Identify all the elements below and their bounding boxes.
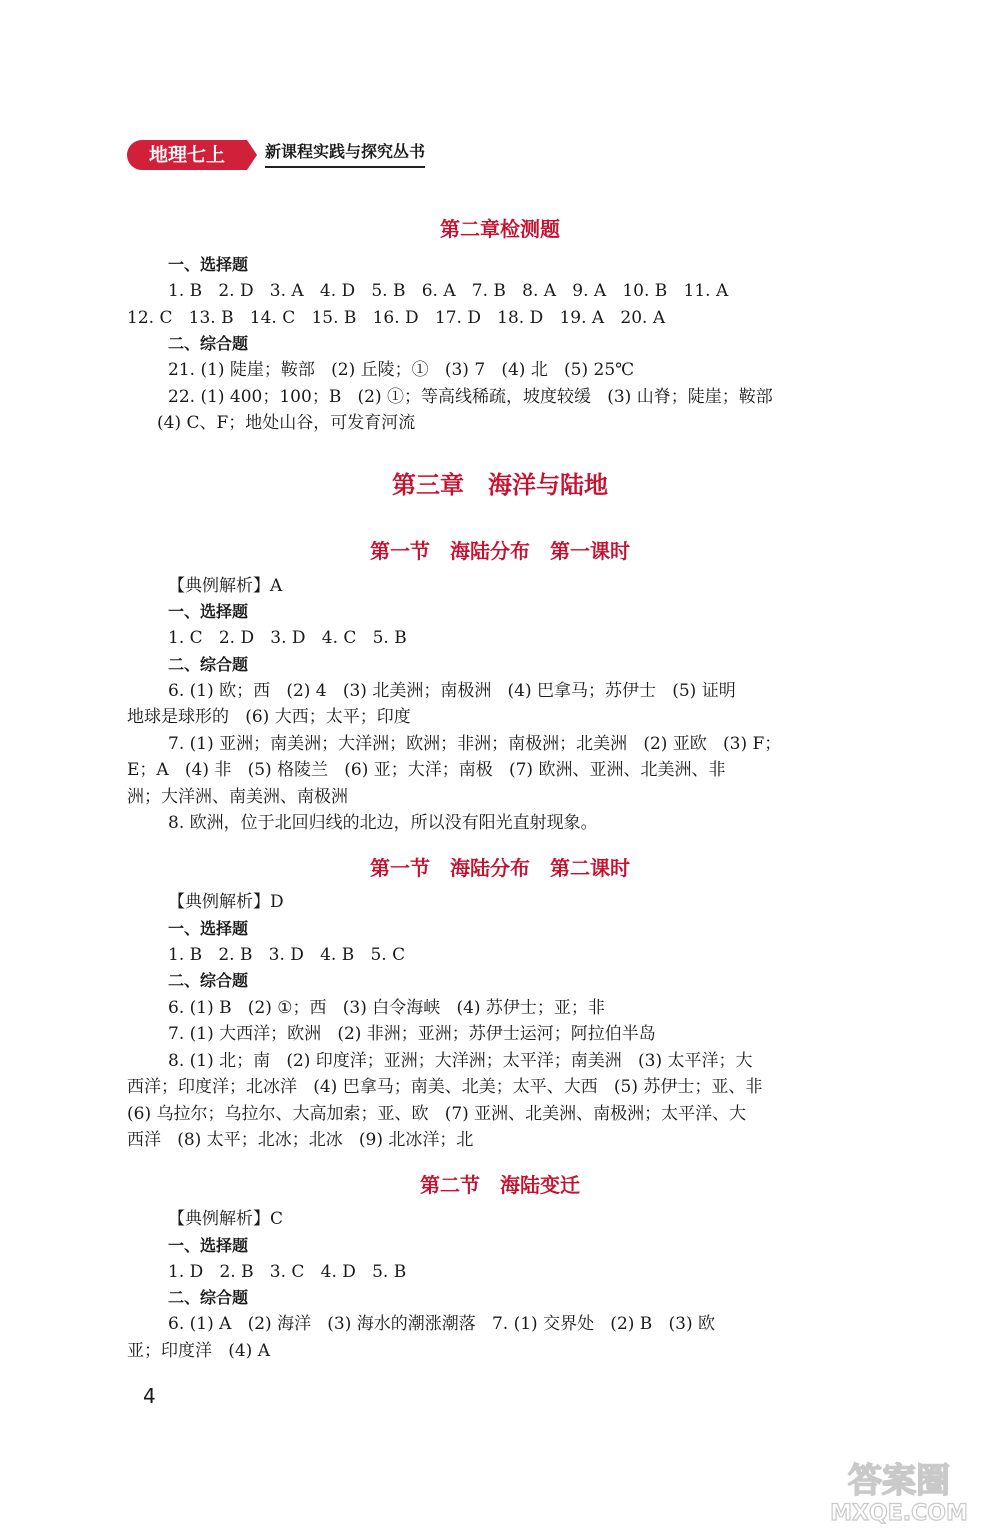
answer-line: 地球是球形的 (6) 大西；太平；印度 xyxy=(127,707,411,727)
heading-comprehensive: 二、综合题 xyxy=(168,1288,249,1307)
example-answer: 【典例解析】C xyxy=(168,1209,284,1229)
section-title-lesson1: 第一节 海陆分布 第一课时 xyxy=(370,539,630,563)
answer-line: 21. (1) 陡崖；鞍部 (2) 丘陵；① (3) 7 (4) 北 (5) 25℃ xyxy=(168,360,635,380)
answer-line: 6. (1) 欧；西 (2) 4 (3) 北美洲；南极洲 (4) 巴拿马；苏伊士 (5) 证明 xyxy=(168,681,736,701)
heading-choice: 一、选择题 xyxy=(168,255,249,274)
answer-line: (4) C、F；地处山谷，可发育河流 xyxy=(157,413,416,433)
answer-line: 1. D 2. B 3. C 4. D 5. B xyxy=(168,1262,407,1282)
heading-comprehensive: 二、综合题 xyxy=(168,655,249,674)
answer-line: 亚；印度洋 (4) A xyxy=(127,1341,270,1361)
section-title-lesson2: 第一节 海陆分布 第二课时 xyxy=(370,856,630,880)
answer-line: 西洋；印度洋；北冰洋 (4) 巴拿马；南美、北美；太平、大西 (5) 苏伊士；亚、非 xyxy=(127,1077,763,1097)
heading-choice: 一、选择题 xyxy=(168,602,249,621)
heading-comprehensive: 二、综合题 xyxy=(168,971,249,990)
answer-line: 8. (1) 北；南 (2) 印度洋；亚洲；大洋洲；太平洋；南美洲 (3) 太平洋；大 xyxy=(168,1051,753,1071)
heading-comprehensive: 二、综合题 xyxy=(168,334,249,353)
section-title-chapter2-test: 第二章检测题 xyxy=(440,217,560,241)
answer-line: 6. (1) B (2) ①；西 (3) 白令海峡 (4) 苏伊士；亚；非 xyxy=(168,998,605,1018)
example-answer: 【典例解析】D xyxy=(168,892,284,912)
answer-line: 22. (1) 400；100；B (2) ①；等高线稀疏，坡度较缓 (3) 山脊；陡崖；鞍部 xyxy=(168,387,773,407)
heading-choice: 一、选择题 xyxy=(168,919,249,938)
answer-line: 1. C 2. D 3. D 4. C 5. B xyxy=(168,628,407,648)
answer-line: 7. (1) 亚洲；南美洲；大洋洲；欧洲；非洲；南极洲；北美洲 (2) 亚欧 (3) F； xyxy=(168,734,782,754)
answer-line: 1. B 2. B 3. D 4. B 5. C xyxy=(168,945,406,965)
answer-line: (6) 乌拉尔；乌拉尔、大高加索；亚、欧 (7) 亚洲、北美洲、南极洲；太平洋、大 xyxy=(127,1104,747,1124)
example-answer: 【典例解析】A xyxy=(168,576,283,596)
answer-line: 6. (1) A (2) 海洋 (3) 海水的潮涨潮落 7. (1) 交界处 (2) B (3) 欧 xyxy=(168,1314,715,1334)
subject-badge: 地理七上 xyxy=(127,140,247,170)
answer-line: 1. B 2. D 3. A 4. D 5. B 6. A 7. B 8. A 9. A 10. B 11. A xyxy=(168,281,729,301)
answer-line: 7. (1) 大西洋；欧洲 (2) 非洲；亚洲；苏伊士运河；阿拉伯半岛 xyxy=(168,1024,656,1044)
watermark-top-text: 答案圈 xyxy=(848,1461,950,1501)
answer-line: 西洋 (8) 太平；北冰；北冰 (9) 北冰洋；北 xyxy=(127,1130,474,1150)
heading-choice: 一、选择题 xyxy=(168,1236,249,1255)
watermark-logo xyxy=(804,1452,994,1526)
page-number: 4 xyxy=(143,1384,156,1408)
page-header xyxy=(127,140,425,170)
section-title-land-sea-change: 第二节 海陆变迁 xyxy=(420,1173,580,1197)
answer-line: 12. C 13. B 14. C 15. B 16. D 17. D 18. D 19. A 20. A xyxy=(127,308,666,328)
series-title: 新课程实践与探究丛书 xyxy=(265,142,425,168)
watermark-bottom-text: MXQE.COM xyxy=(830,1501,968,1526)
answer-line: 8. 欧洲，位于北回归线的北边，所以没有阳光直射现象。 xyxy=(168,813,598,833)
answer-line: E；A (4) 非 (5) 格陵兰 (6) 亚；大洋；南极 (7) 欧洲、亚洲、北美洲、非 xyxy=(127,760,726,780)
answer-line: 洲；大洋洲、南美洲、南极洲 xyxy=(127,787,348,807)
chapter-title: 第三章 海洋与陆地 xyxy=(392,471,608,499)
badge-tail xyxy=(247,140,257,170)
